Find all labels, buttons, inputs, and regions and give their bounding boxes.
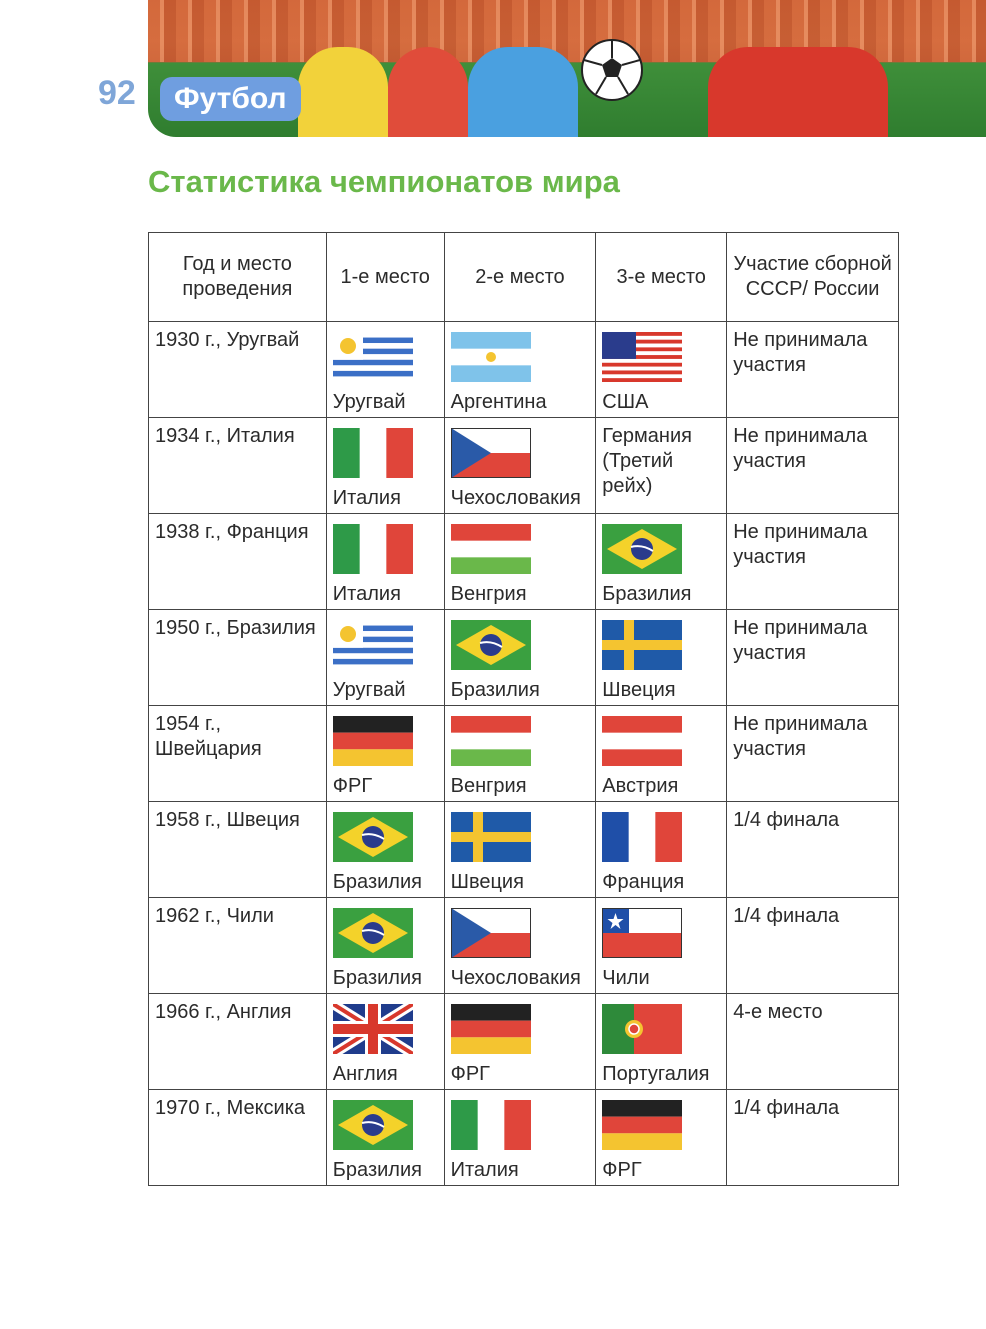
second-place-country: Венгрия	[450, 775, 527, 797]
second-place-country: Чехословакия	[450, 487, 581, 509]
third-place-cell	[596, 322, 727, 418]
page-title: Статистика чемпионатов мира	[148, 164, 620, 199]
section-label: Футбол	[160, 77, 301, 121]
table-row	[149, 322, 899, 418]
ussr-participation-text: 1/4 финала	[733, 809, 840, 831]
austria-flag	[602, 716, 682, 766]
table-row	[149, 1090, 899, 1186]
sweden-flag	[602, 620, 682, 670]
second-place-cell	[444, 610, 596, 706]
table-row	[149, 706, 899, 802]
soccer-ball-icon	[580, 38, 644, 102]
column-header-first: 1-е место	[326, 233, 444, 322]
third-place-country: Германия (Третий рейх)	[602, 425, 692, 497]
year-and-host-cell	[149, 802, 327, 898]
page-number: 92	[98, 74, 136, 112]
uruguay-flag	[333, 332, 413, 382]
year-and-host-cell	[149, 1090, 327, 1186]
world-cup-stats-table	[148, 232, 899, 1186]
italy-flag	[451, 1100, 531, 1150]
third-place-country: Португалия	[602, 1063, 710, 1085]
second-place-country: ФРГ	[450, 1063, 490, 1085]
second-place-cell	[444, 994, 596, 1090]
ussr-participation-cell	[727, 1090, 899, 1186]
third-place-cell	[596, 610, 727, 706]
second-place-cell	[444, 802, 596, 898]
brazil-flag	[451, 620, 531, 670]
table-row	[149, 898, 899, 994]
uruguay-flag	[333, 620, 413, 670]
first-place-cell	[326, 610, 444, 706]
table-row	[149, 802, 899, 898]
third-place-country: Бразилия	[602, 583, 692, 605]
first-place-country: Уругвай	[332, 391, 406, 413]
ussr-participation-text: Не принимала участия	[733, 617, 868, 664]
ussr-participation-cell	[727, 802, 899, 898]
year-and-host-text: 1930 г., Уругвай	[155, 329, 300, 351]
first-place-country: Англия	[332, 1063, 398, 1085]
first-place-cell	[326, 994, 444, 1090]
first-place-country: Бразилия	[332, 871, 422, 893]
chile-flag	[602, 908, 682, 958]
first-place-cell	[326, 898, 444, 994]
second-place-cell	[444, 322, 596, 418]
first-place-country: ФРГ	[332, 775, 373, 797]
ussr-participation-text: Не принимала участия	[733, 329, 868, 376]
third-place-cell	[596, 898, 727, 994]
first-place-country: Италия	[332, 487, 401, 509]
third-place-cell	[596, 994, 727, 1090]
year-and-host-cell	[149, 994, 327, 1090]
year-and-host-text: 1954 г., Швейцария	[155, 713, 262, 760]
third-place-cell	[596, 1090, 727, 1186]
table-header-row	[149, 233, 899, 322]
third-place-cell	[596, 802, 727, 898]
second-place-cell	[444, 1090, 596, 1186]
ussr-participation-cell	[727, 898, 899, 994]
argentina-flag	[451, 332, 531, 382]
third-place-country: США	[602, 391, 649, 413]
table-row	[149, 610, 899, 706]
ussr-participation-cell	[727, 610, 899, 706]
third-place-country: ФРГ	[602, 1159, 642, 1181]
second-place-cell	[444, 706, 596, 802]
ussr-participation-text: Не принимала участия	[733, 425, 868, 472]
first-place-country: Уругвай	[332, 679, 406, 701]
first-place-country: Бразилия	[332, 967, 422, 989]
sweden-flag	[451, 812, 531, 862]
third-place-country: Австрия	[602, 775, 679, 797]
year-and-host-cell	[149, 898, 327, 994]
second-place-country: Чехословакия	[450, 967, 581, 989]
year-and-host-cell	[149, 514, 327, 610]
second-place-cell	[444, 418, 596, 514]
table-row	[149, 994, 899, 1090]
column-header-second: 2-е место	[444, 233, 596, 322]
hungary-flag	[451, 716, 531, 766]
first-place-country: Италия	[332, 583, 401, 605]
third-place-cell	[596, 418, 727, 514]
fans-image	[708, 47, 888, 137]
hungary-flag	[451, 524, 531, 574]
year-and-host-text: 1938 г., Франция	[155, 521, 309, 543]
third-place-country: Швеция	[602, 679, 676, 701]
czechoslovakia-flag	[451, 908, 531, 958]
first-place-country: Бразилия	[332, 1159, 422, 1181]
column-header-year: Год и место проведения	[149, 233, 327, 322]
first-place-cell	[326, 418, 444, 514]
third-place-country: Чили	[602, 967, 650, 989]
brazil-flag	[602, 524, 682, 574]
germany-flag	[451, 1004, 531, 1054]
ussr-participation-cell	[727, 322, 899, 418]
first-place-cell	[326, 514, 444, 610]
first-place-cell	[326, 706, 444, 802]
first-place-cell	[326, 1090, 444, 1186]
brazil-flag	[333, 908, 413, 958]
ussr-participation-cell	[727, 514, 899, 610]
france-flag	[602, 812, 682, 862]
brazil-flag	[333, 812, 413, 862]
fans-image	[298, 47, 388, 137]
year-and-host-text: 1970 г., Мексика	[155, 1097, 306, 1119]
second-place-country: Бразилия	[450, 679, 540, 701]
column-header-third: 3-е место	[596, 233, 727, 322]
brazil-flag	[333, 1100, 413, 1150]
year-and-host-cell	[149, 322, 327, 418]
ussr-participation-cell	[727, 418, 899, 514]
czechoslovakia-flag	[451, 428, 531, 478]
second-place-country: Италия	[450, 1159, 519, 1181]
usa-flag	[602, 332, 682, 382]
ussr-participation-text: 1/4 финала	[733, 905, 840, 927]
ussr-participation-text: 4-е место	[733, 1001, 823, 1023]
third-place-cell	[596, 706, 727, 802]
third-place-cell	[596, 514, 727, 610]
uk-flag	[333, 1004, 413, 1054]
year-and-host-cell	[149, 706, 327, 802]
ussr-participation-cell	[727, 994, 899, 1090]
germany-flag	[602, 1100, 682, 1150]
column-header-ussr: Участие сборной СССР/ России	[727, 233, 899, 322]
ussr-participation-text: Не принимала участия	[733, 521, 868, 568]
table-row	[149, 514, 899, 610]
first-place-cell	[326, 322, 444, 418]
ussr-participation-text: Не принимала участия	[733, 713, 868, 760]
italy-flag	[333, 428, 413, 478]
portugal-flag	[602, 1004, 682, 1054]
year-and-host-text: 1950 г., Бразилия	[155, 617, 316, 639]
year-and-host-text: 1958 г., Швеция	[155, 809, 300, 831]
second-place-country: Швеция	[450, 871, 524, 893]
second-place-cell	[444, 898, 596, 994]
fans-image	[388, 47, 468, 137]
italy-flag	[333, 524, 413, 574]
year-and-host-cell	[149, 418, 327, 514]
ussr-participation-cell	[727, 706, 899, 802]
year-and-host-cell	[149, 610, 327, 706]
table-row	[149, 418, 899, 514]
fans-image	[468, 47, 578, 137]
year-and-host-text: 1934 г., Италия	[155, 425, 295, 447]
second-place-cell	[444, 514, 596, 610]
ussr-participation-text: 1/4 финала	[733, 1097, 840, 1119]
first-place-cell	[326, 802, 444, 898]
year-and-host-text: 1962 г., Чили	[155, 905, 274, 927]
third-place-country: Франция	[602, 871, 685, 893]
second-place-country: Венгрия	[450, 583, 527, 605]
year-and-host-text: 1966 г., Англия	[155, 1001, 292, 1023]
second-place-country: Аргентина	[450, 391, 547, 413]
germany-flag	[333, 716, 413, 766]
